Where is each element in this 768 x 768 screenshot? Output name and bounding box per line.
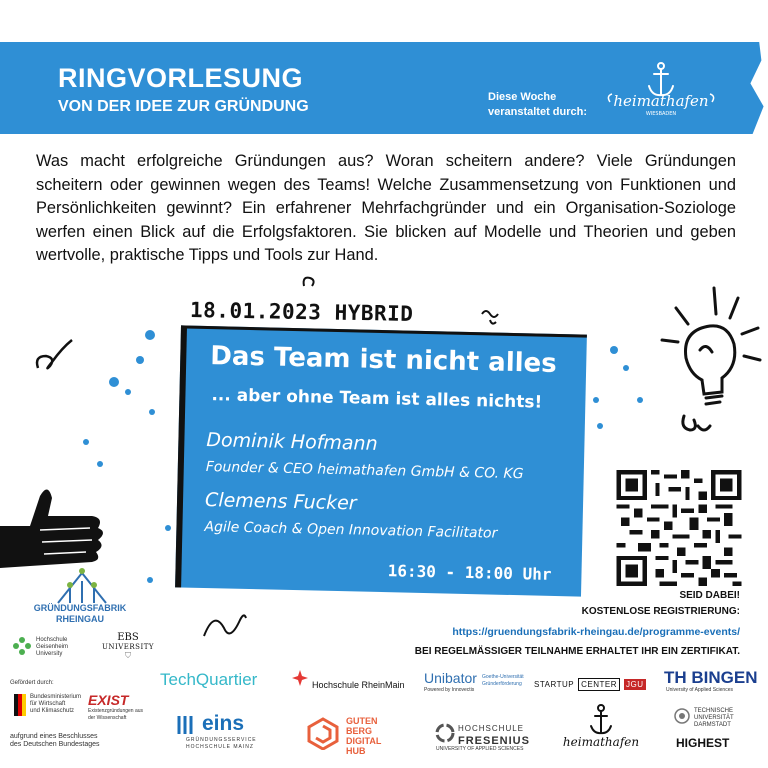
tu-darmstadt-logo-icon xyxy=(674,708,690,724)
techquartier-logo: TechQuartier xyxy=(160,670,258,689)
cta-registration: KOSTENLOSE REGISTRIERUNG: xyxy=(581,606,740,617)
rheinmain-logo-icon xyxy=(292,670,308,686)
svg-text:heimathafen: heimathafen xyxy=(613,92,709,110)
unibator-logo: Unibator xyxy=(424,670,477,686)
event-title: Das Team ist nicht alles xyxy=(209,341,558,379)
gefoerdert-label: Gefördert durch: xyxy=(10,680,54,686)
tu-darmstadt-logo: TECHNISCHE UNIVERSITÄT DARMSTADT xyxy=(694,708,734,728)
unibator-subtitle: Powered by Innovectis xyxy=(424,687,475,693)
highest-logo: HIGHEST xyxy=(676,736,730,750)
event-subtitle: ... aber ohne Team ist alles nichts! xyxy=(211,385,543,413)
speaker-role: Agile Coach & Open Innovation Facilitator xyxy=(204,519,498,542)
page-title: RINGVORLESUNG xyxy=(58,63,304,93)
ebs-crest-icon: ⛉ xyxy=(125,651,131,660)
speaker-name: Clemens Fucker xyxy=(204,489,357,515)
bmwk-logo: Bundesministerium für Wirtschaft und Klimaschutz xyxy=(30,694,82,714)
heimathafen-footer-logo xyxy=(556,702,646,756)
cta-certificate: BEI REGELMÄSSIGER TEILNAHME ERHALTET IHR EIN ZERTIFIKAT. xyxy=(414,646,740,657)
fresenius-subtitle: UNIVERSITY OF APPLIED SCIENCES xyxy=(436,746,524,752)
event-card xyxy=(175,325,587,596)
page-subtitle: VON DER IDEE ZUR GRÜNDUNG xyxy=(58,98,309,115)
event-date: 18.01.2023 HYBRID xyxy=(189,298,414,326)
intro-text: Was macht erfolgreiche Gründungen aus? Woran scheitern andere? Viele Gründungen scheitern oder gewinnen wegen des Teams! Welche Zusammensetzung von Funktionen und Persönlichkeiten gewinnt? Ein erfahrener Mehrfachgründer und ein Organisation-Soziologe werfen einen Blick auf die Erfolgsfaktoren. Sie blicken auf Modelle und Theorien und geben wertvolle, praktische Tipps und Tools zur Hand. xyxy=(36,152,736,264)
startup-center-logo: STARTUP CENTER JGU xyxy=(534,680,644,689)
rheinmain-logo: Hochschule RheinMain xyxy=(312,680,405,690)
qr-code[interactable] xyxy=(616,470,742,586)
gutenberg-logo-icon xyxy=(306,716,340,750)
fresenius-logo-icon xyxy=(434,722,456,744)
eins-logo-icon xyxy=(176,714,198,736)
exist-subtitle: Existenzgründungen aus der Wissenschaft xyxy=(88,708,144,721)
registration-link[interactable]: https://gruendungsfabrik-rheingau.de/programme-events/ xyxy=(452,626,740,638)
svg-text:heimathafen: heimathafen xyxy=(562,735,640,749)
event-time: 16:30 - 18:00 Uhr xyxy=(387,561,552,584)
fresenius-logo: HOCHSCHULE FRESENIUS xyxy=(458,724,530,747)
th-bingen-subtitle: University of Applied Sciences xyxy=(666,687,733,693)
geisenheim-logo: Hochschule Geisenheim University xyxy=(36,637,69,657)
th-bingen-logo: TH BINGEN xyxy=(664,668,758,687)
ebs-logo: EBS UNIVERSITY ⛉ xyxy=(101,632,155,660)
goethe-logo: Goethe-Universität Gründerförderung xyxy=(482,674,524,687)
eins-logo: eins xyxy=(202,712,245,735)
gruendungsfabrik-logo: GRÜNDUNGSFABRIK RHEINGAU xyxy=(33,603,127,624)
svg-text:WIESBADEN: WIESBADEN xyxy=(645,111,677,117)
gruendungsfabrik-logo-icon xyxy=(52,565,112,605)
gutenberg-logo: GUTEN BERG DIGITAL HUB xyxy=(346,716,382,756)
bundesadler-icon xyxy=(14,694,26,716)
host-label: Diese Woche veranstaltet durch: xyxy=(488,91,588,118)
eins-subtitle: GRÜNDUNGSSERVICE HOCHSCHULE MAINZ xyxy=(186,737,257,750)
heimathafen-logo xyxy=(602,58,720,118)
bundestag-label: aufgrund eines Beschlusses des Deutschen Bundestages xyxy=(10,733,100,748)
speaker-name: Dominik Hofmann xyxy=(206,429,378,455)
geisenheim-logo-icon xyxy=(10,634,34,658)
exist-logo: EXIST xyxy=(88,692,129,708)
speaker-role: Founder & CEO heimathafen GmbH & CO. KG xyxy=(205,459,524,483)
cta-seid-dabei: SEID DABEI! xyxy=(679,590,740,601)
